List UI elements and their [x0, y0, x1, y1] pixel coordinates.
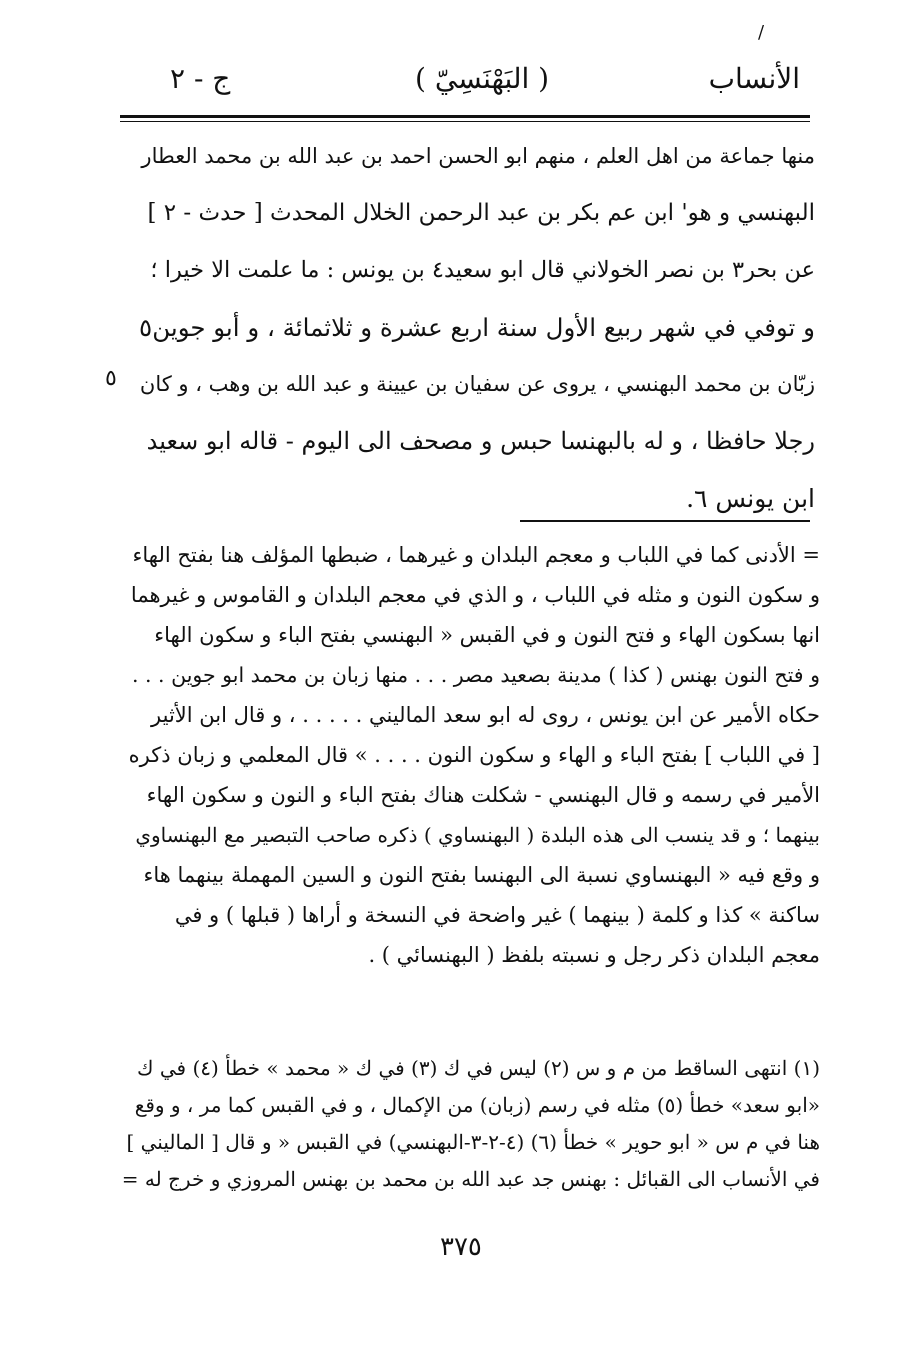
margin-line-number: ٥	[105, 366, 117, 391]
main-line: ابن يونس ٦.	[686, 484, 815, 513]
header-title: الأنساب	[708, 62, 800, 95]
variant-line: (١) انتهى الساقط من م و س (٢) ليس في ك (٣) في ك « محمد » خطأ (٤) في ك	[137, 1056, 820, 1080]
note-line: [ في اللباب ] بفتح الباء و الهاء و سكون النون . . . . » قال المعلمي و زبان ذكره	[128, 743, 820, 767]
footnote-continued	[120, 535, 820, 975]
note-line: الأمير في رسمه و قال البهنسي - شكلت هناك بفتح الباء و النون و سكون الهاء	[146, 783, 820, 807]
note-line: انها بسكون الهاء و فتح النون و في القبس « البهنسي بفتح الباء و سكون الهاء	[154, 623, 820, 647]
variant-line: في الأنساب الى القبائل : بهنس جد عبد الله بن محمد بن بهنس المروزي و خرج له =	[121, 1167, 820, 1191]
main-line: منها جماعة من اهل العلم ، منهم ابو الحسن احمد بن عبد الله بن محمد العطار	[141, 144, 815, 168]
note-line: = الأدنى كما في اللباب و معجم البلدان و غيرهما ، ضبطها المؤلف هنا بفتح الهاء	[132, 543, 820, 567]
running-header	[150, 62, 800, 106]
main-line: زبّان بن محمد البهنسي ، يروى عن سفيان بن عيينة و عبد الله بن وهب ، و كان	[139, 372, 815, 396]
variant-line: هنا في م س « ابو حوير » خطأ (٦) (٤-٢-٣-البهنسي) في القبس « و قال [ الماليني ]	[126, 1130, 820, 1154]
note-line: و سكون النون و مثله في اللباب ، و الذي في معجم البلدان و القاموس و غيرهما	[130, 583, 820, 607]
header-entry: ( البَهْنَسِيّ )	[415, 62, 550, 95]
main-line: و توفي في شهر ربيع الأول سنة اربع عشرة و ثلاثمائة ، و أبو جوين٥	[139, 313, 815, 342]
footnote-separator	[520, 520, 810, 522]
note-line: معجم البلدان ذكر رجل و نسبته بلفظ ( البهنسائي ) .	[368, 943, 820, 967]
note-line: بينهما ؛ و قد ينسب الى هذه البلدة ( البهنساوي ) ذكره صاحب التبصير مع البهنساوي	[135, 823, 820, 847]
note-line: ساكنة » كذا و كلمة ( بينهما ) غير واضحة في النسخة و أراها ( قبلها ) و في	[174, 903, 820, 927]
page-number: ٣٧٥	[440, 1232, 482, 1262]
header-rule-top	[120, 115, 810, 118]
note-line: حكاه الأمير عن ابن يونس ، روى له ابو سعد الماليني . . . . . ، و قال ابن الأثير	[151, 703, 820, 727]
main-text	[140, 128, 815, 527]
corner-mark: /	[758, 22, 765, 43]
main-line: البهنسي و هو' ابن عم بكر بن عبد الرحمن الخلال المحدث [ حدث - ٢ ]	[147, 200, 815, 226]
main-line: عن بحر٣ بن نصر الخولاني قال ابو سعيد٤ بن يونس : ما علمت الا خيرا ؛	[150, 257, 815, 283]
main-line: رجلا حافظا ، و له بالبهنسا حبس و مصحف الى اليوم - قاله ابو سعيد	[146, 427, 815, 455]
variant-readings	[120, 1050, 820, 1198]
header-rule-bottom	[120, 121, 810, 122]
note-line: و فتح النون بهنس ( كذا ) مدينة بصعيد مصر . . . منها زبان بن محمد ابو جوين . . .	[131, 663, 820, 687]
note-line: و وقع فيه « البهنساوي نسبة الى البهنسا بفتح النون و السين المهملة بينهما هاء	[143, 863, 820, 887]
header-volume: ج - ٢	[170, 62, 231, 95]
variant-line: «ابو سعد» خطأ (٥) مثله في رسم (زبان) من الإكمال ، و في القبس كما مر ، و وقع	[134, 1093, 820, 1117]
